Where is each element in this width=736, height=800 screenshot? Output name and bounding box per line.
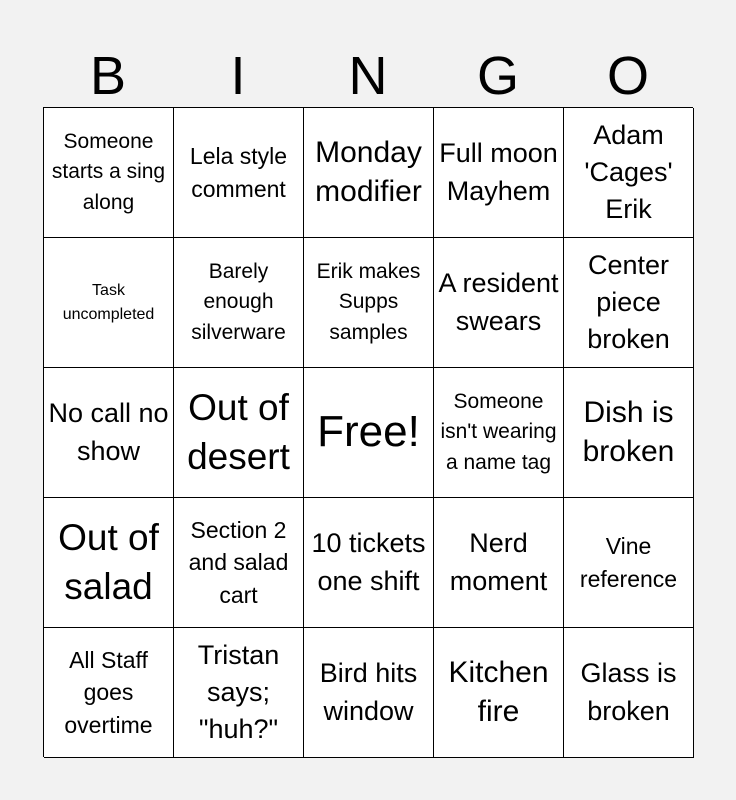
bingo-cell[interactable]: Barely enough silverware: [174, 238, 304, 368]
bingo-cell[interactable]: Lela style comment: [174, 108, 304, 238]
header-letter-o: O: [606, 46, 649, 106]
bingo-cell[interactable]: Out of desert: [174, 368, 304, 498]
bingo-cell[interactable]: A resident swears: [434, 238, 564, 368]
bingo-cell[interactable]: Glass is broken: [564, 628, 694, 758]
bingo-cell[interactable]: Erik makes Supps samples: [304, 238, 434, 368]
bingo-cell[interactable]: Bird hits window: [304, 628, 434, 758]
bingo-cell[interactable]: No call no show: [44, 368, 174, 498]
bingo-cell[interactable]: All Staff goes overtime: [44, 628, 174, 758]
bingo-cell[interactable]: Adam 'Cages' Erik: [564, 108, 694, 238]
bingo-board: [43, 107, 693, 757]
bingo-cell[interactable]: Someone isn't wearing a name tag: [434, 368, 564, 498]
bingo-cell[interactable]: Section 2 and salad cart: [174, 498, 304, 628]
header-letter-i: I: [230, 46, 246, 106]
bingo-header: [43, 42, 693, 108]
bingo-cell[interactable]: Task uncompleted: [44, 238, 174, 368]
bingo-cell[interactable]: Out of salad: [44, 498, 174, 628]
header-letter-b: B: [89, 46, 127, 106]
bingo-cell[interactable]: Monday modifier: [304, 108, 434, 238]
bingo-cell[interactable]: Nerd moment: [434, 498, 564, 628]
bingo-cell[interactable]: Center piece broken: [564, 238, 694, 368]
bingo-cell[interactable]: Dish is broken: [564, 368, 694, 498]
header-letter-g: G: [476, 46, 519, 106]
bingo-cell[interactable]: 10 tickets one shift: [304, 498, 434, 628]
header-letter-n: N: [348, 46, 388, 106]
bingo-cell[interactable]: Vine reference: [564, 498, 694, 628]
bingo-cell[interactable]: Kitchen fire: [434, 628, 564, 758]
bingo-cell[interactable]: Someone starts a sing along: [44, 108, 174, 238]
bingo-cell[interactable]: Full moon Mayhem: [434, 108, 564, 238]
free-space[interactable]: Free!: [304, 368, 434, 498]
bingo-cell[interactable]: Tristan says; "huh?": [174, 628, 304, 758]
